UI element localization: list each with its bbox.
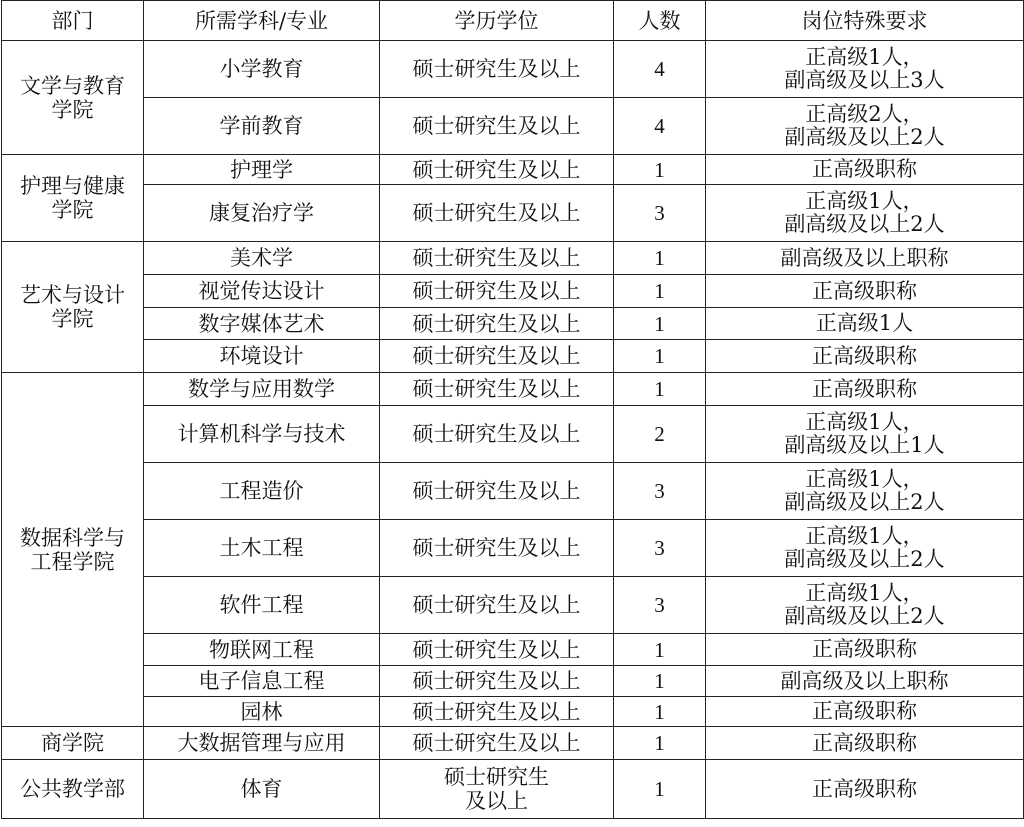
count-cell: 3 <box>614 185 706 242</box>
requirement-cell <box>706 373 1024 406</box>
degree-text-line: 及以上 <box>465 789 528 813</box>
subject-cell: 软件工程 <box>144 577 380 634</box>
requirement-cell <box>706 760 1024 819</box>
degree-text-line: 硕士研究生及以上 <box>412 422 581 446</box>
table-row <box>2 275 1024 308</box>
count-cell: 1 <box>614 242 706 275</box>
degree-cell <box>380 308 614 340</box>
requirement-cell <box>706 463 1024 520</box>
degree-text-line: 硕士研究生及以上 <box>412 479 581 503</box>
requirement-cell <box>706 41 1024 98</box>
header-requirements: 岗位特殊要求 <box>706 1 1024 41</box>
table-row <box>2 520 1024 577</box>
degree-cell <box>380 727 614 760</box>
requirement-line: 副高级及以上2人 <box>784 212 945 236</box>
header-count: 人数 <box>614 1 706 41</box>
table-row <box>2 463 1024 520</box>
requirement-cell <box>706 98 1024 155</box>
requirement-line: 副高级及以上2人 <box>784 490 945 514</box>
table-row <box>2 41 1024 98</box>
requirement-line: 正高级职称 <box>812 157 917 181</box>
department-name-line: 学院 <box>51 97 94 122</box>
degree-cell <box>380 41 614 98</box>
degree-text-line: 硕士研究生及以上 <box>412 593 581 617</box>
requirement-cell <box>706 634 1024 666</box>
degree-text-line: 硕士研究生及以上 <box>412 637 581 662</box>
count-cell: 3 <box>614 463 706 520</box>
department-cell <box>2 242 144 373</box>
requirement-line: 正高级职称 <box>812 699 917 723</box>
count-cell: 1 <box>614 373 706 406</box>
requirement-cell <box>706 340 1024 373</box>
requirement-line: 正高级1人， <box>805 524 924 548</box>
department-name-line: 公共教学部 <box>20 777 125 801</box>
requirement-line: 正高级2人， <box>805 102 924 126</box>
subject-cell: 工程造价 <box>144 463 380 520</box>
requirement-line: 正高级1人， <box>805 467 924 491</box>
count-cell: 1 <box>614 666 706 697</box>
requirement-line: 正高级职称 <box>812 637 917 661</box>
requirement-line: 正高级1人， <box>805 189 924 213</box>
count-cell: 1 <box>614 760 706 819</box>
requirement-line: 正高级职称 <box>812 376 917 401</box>
requirement-line: 副高级及以上2人 <box>784 604 945 628</box>
count-cell: 1 <box>614 634 706 666</box>
count-cell: 3 <box>614 577 706 634</box>
recruitment-table <box>1 0 1024 819</box>
degree-text-line: 硕士研究生及以上 <box>412 114 581 138</box>
degree-cell <box>380 155 614 185</box>
subject-cell: 护理学 <box>144 155 380 185</box>
department-cell <box>2 373 144 727</box>
table-body <box>2 41 1024 819</box>
requirement-cell <box>706 520 1024 577</box>
requirement-cell <box>706 406 1024 463</box>
subject-cell: 物联网工程 <box>144 634 380 666</box>
requirement-cell <box>706 727 1024 760</box>
department-name-line: 商学院 <box>41 731 104 755</box>
count-cell: 1 <box>614 727 706 760</box>
subject-cell: 体育 <box>144 760 380 819</box>
department-name-line: 学院 <box>51 307 94 331</box>
degree-cell <box>380 185 614 242</box>
degree-text-line: 硕士研究生及以上 <box>412 279 581 303</box>
degree-text-line: 硕士研究生及以上 <box>412 201 581 225</box>
department-name-line: 学院 <box>51 198 94 222</box>
subject-cell: 学前教育 <box>144 98 380 155</box>
subject-cell: 环境设计 <box>144 340 380 373</box>
requirement-line: 正高级职称 <box>812 343 917 368</box>
degree-text-line: 硕士研究生及以上 <box>412 344 581 368</box>
department-name-line: 护理与健康 <box>20 174 125 198</box>
degree-cell <box>380 463 614 520</box>
degree-cell <box>380 242 614 275</box>
count-cell: 1 <box>614 155 706 185</box>
department-cell <box>2 727 144 760</box>
degree-text-line: 硕士研究生及以上 <box>412 157 581 182</box>
table-row <box>2 666 1024 697</box>
requirement-cell <box>706 242 1024 275</box>
requirement-line: 正高级1人， <box>805 410 924 434</box>
degree-cell <box>380 275 614 308</box>
subject-cell: 电子信息工程 <box>144 666 380 697</box>
degree-text-line: 硕士研究生 <box>444 765 549 789</box>
table-row <box>2 242 1024 275</box>
table-row <box>2 308 1024 340</box>
header-degree: 学历学位 <box>380 1 614 41</box>
table-row <box>2 634 1024 666</box>
table-row <box>2 727 1024 760</box>
department-cell <box>2 41 144 155</box>
subject-cell: 康复治疗学 <box>144 185 380 242</box>
requirement-line: 正高级1人， <box>805 581 924 605</box>
requirement-line: 副高级及以上2人 <box>784 125 945 149</box>
table-row <box>2 697 1024 727</box>
department-cell <box>2 760 144 819</box>
requirement-cell <box>706 185 1024 242</box>
requirement-line: 正高级1人， <box>805 45 924 69</box>
degree-text-line: 硕士研究生及以上 <box>412 57 581 81</box>
table-row <box>2 98 1024 155</box>
requirement-cell <box>706 275 1024 308</box>
department-name-line: 艺术与设计 <box>20 283 125 307</box>
subject-cell: 美术学 <box>144 242 380 275</box>
header-row <box>2 1 1024 41</box>
degree-cell <box>380 98 614 155</box>
count-cell: 4 <box>614 41 706 98</box>
subject-cell: 小学教育 <box>144 41 380 98</box>
requirement-cell <box>706 155 1024 185</box>
requirement-line: 正高级职称 <box>812 278 917 303</box>
degree-text-line: 硕士研究生及以上 <box>412 731 581 755</box>
requirement-line: 正高级1人 <box>815 311 914 335</box>
count-cell: 1 <box>614 275 706 308</box>
table-row <box>2 185 1024 242</box>
count-cell: 4 <box>614 98 706 155</box>
degree-cell <box>380 340 614 373</box>
department-name-line: 文学与教育 <box>20 73 125 98</box>
subject-cell: 数学与应用数学 <box>144 373 380 406</box>
table-row <box>2 406 1024 463</box>
subject-cell: 计算机科学与技术 <box>144 406 380 463</box>
degree-cell <box>380 634 614 666</box>
count-cell: 1 <box>614 340 706 373</box>
requirement-line: 正高级职称 <box>812 730 917 755</box>
requirement-line: 正高级职称 <box>812 776 917 801</box>
degree-text-line: 硕士研究生及以上 <box>412 246 581 270</box>
table-row <box>2 577 1024 634</box>
count-cell: 1 <box>614 697 706 727</box>
subject-cell: 园林 <box>144 697 380 727</box>
degree-text-line: 硕士研究生及以上 <box>412 377 581 401</box>
degree-cell <box>380 760 614 819</box>
degree-cell <box>380 406 614 463</box>
subject-cell: 土木工程 <box>144 520 380 577</box>
count-cell: 1 <box>614 308 706 340</box>
header-subject: 所需学科/专业 <box>144 1 380 41</box>
table-row <box>2 340 1024 373</box>
degree-text-line: 硕士研究生及以上 <box>412 699 581 724</box>
subject-cell: 视觉传达设计 <box>144 275 380 308</box>
table-row <box>2 155 1024 185</box>
table-row <box>2 373 1024 406</box>
count-cell: 2 <box>614 406 706 463</box>
degree-text-line: 硕士研究生及以上 <box>412 669 581 693</box>
subject-cell: 数字媒体艺术 <box>144 308 380 340</box>
degree-cell <box>380 520 614 577</box>
requirement-cell <box>706 308 1024 340</box>
department-name-line: 工程学院 <box>30 549 115 574</box>
degree-cell <box>380 666 614 697</box>
requirement-line: 副高级及以上3人 <box>784 68 945 92</box>
degree-text-line: 硕士研究生及以上 <box>412 536 581 560</box>
requirement-cell <box>706 577 1024 634</box>
table-row <box>2 760 1024 819</box>
header-department: 部门 <box>2 1 144 41</box>
department-name-line: 数据科学与 <box>20 525 125 550</box>
degree-text-line: 硕士研究生及以上 <box>412 311 581 336</box>
count-cell: 3 <box>614 520 706 577</box>
subject-cell: 大数据管理与应用 <box>144 727 380 760</box>
requirement-cell <box>706 697 1024 727</box>
requirement-cell <box>706 666 1024 697</box>
department-cell <box>2 155 144 242</box>
degree-cell <box>380 577 614 634</box>
requirement-line: 副高级及以上1人 <box>784 433 945 457</box>
requirement-line: 副高级及以上2人 <box>784 547 945 571</box>
degree-cell <box>380 697 614 727</box>
requirement-line: 副高级及以上职称 <box>780 668 949 693</box>
requirement-line: 副高级及以上职称 <box>780 245 949 270</box>
degree-cell <box>380 373 614 406</box>
